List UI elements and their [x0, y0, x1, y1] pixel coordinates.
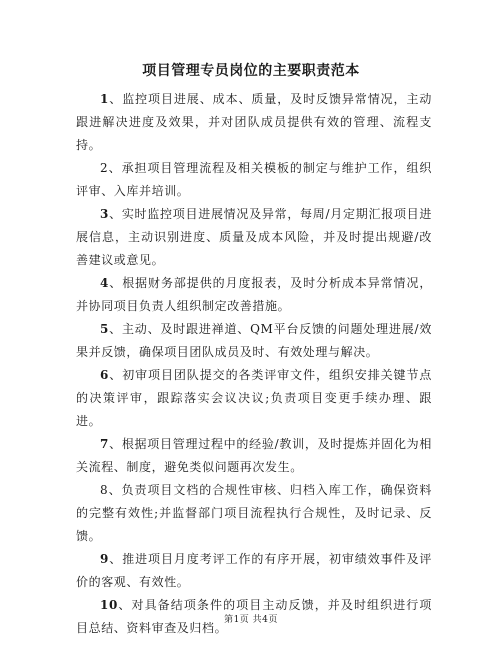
- paragraph-separator: 、: [108, 322, 122, 336]
- paragraph-separator: 、: [108, 368, 123, 382]
- paragraph-number: 3: [100, 207, 109, 221]
- paragraph-text: 根据财务部提供的月度报表，及时分析成本异常情况，并协同项目负责人组织制定改善措施。: [76, 276, 432, 313]
- paragraph-separator: 、: [108, 161, 122, 175]
- page-footer: 第1页 共4页: [224, 615, 278, 625]
- paragraph-number: 7: [100, 437, 109, 451]
- paragraph-separator: 、: [108, 437, 122, 451]
- paragraph-separator: 、: [108, 207, 122, 221]
- document-title: 项目管理专员岗位的主要职责范本: [142, 63, 360, 79]
- paragraph-text: 根据项目管理过程中的经验/教训，及时提炼并固化为相关流程、制度，避免类似问题再次发生。: [76, 437, 433, 474]
- paragraph-separator: 、: [117, 598, 132, 612]
- paragraph-text: 对具备结项条件的项目主动反馈，并及时组织进行项目总结、资料审查及归档。: [76, 598, 432, 635]
- paragraph-7: [76, 433, 432, 479]
- paragraph-9: [76, 548, 432, 594]
- paragraph-separator: 、: [108, 276, 123, 290]
- paragraph-text: 负责项目文档的合规性审核、归档入库工作，确保资料的完整有效性;并监督部门项目流程执行合规性，及时记录、反馈。: [76, 483, 433, 543]
- paragraph-number: 2: [100, 161, 109, 175]
- paragraph-text: 主动、及时跟进禅道、QM平台反馈的问题处理进展/效果并反馈，确保项目团队成员及时、有效处理与解决。: [76, 322, 432, 359]
- document-body: [76, 88, 432, 640]
- paragraph-1: [76, 88, 432, 157]
- paragraph-number: 9: [100, 552, 109, 566]
- paragraph-4: [76, 272, 432, 318]
- paragraph-number: 5: [100, 322, 109, 336]
- paragraph-3: [76, 203, 432, 272]
- paragraph-text: 承担项目管理流程及相关模板的制定与维护工作，组织评审、入库并培训。: [76, 161, 433, 198]
- paragraph-number: 1: [100, 92, 109, 106]
- paragraph-text: 监控项目进展、成本、质量，及时反馈异常情况，主动跟进解决进度及效果，并对团队成员提供有效的管理、流程支持。: [76, 92, 432, 152]
- paragraph-number: 6: [100, 368, 109, 382]
- paragraph-6: [76, 364, 432, 433]
- paragraph-2: [76, 157, 432, 203]
- paragraph-separator: 、: [108, 92, 123, 106]
- paragraph-8: [76, 479, 432, 548]
- paragraph-number: 4: [100, 276, 109, 290]
- paragraph-separator: 、: [108, 552, 123, 566]
- paragraph-5: [76, 318, 432, 364]
- paragraph-number: 10: [100, 598, 118, 612]
- paragraph-text: 初审项目团队提交的各类评审文件，组织安排关键节点的决策评审，跟踪落实会议决议;负责项目变更手续办理、跟进。: [76, 368, 432, 428]
- paragraph-separator: 、: [108, 483, 122, 497]
- paragraph-number: 8: [100, 483, 109, 497]
- paragraph-text: 推进项目月度考评工作的有序开展，初审绩效事件及评价的客观、有效性。: [76, 552, 432, 589]
- paragraph-text: 实时监控项目进展情况及异常，每周/月定期汇报项目进展信息，主动识别进度、质量及成本风险，并及时提出规避/改善建议或意见。: [76, 207, 433, 267]
